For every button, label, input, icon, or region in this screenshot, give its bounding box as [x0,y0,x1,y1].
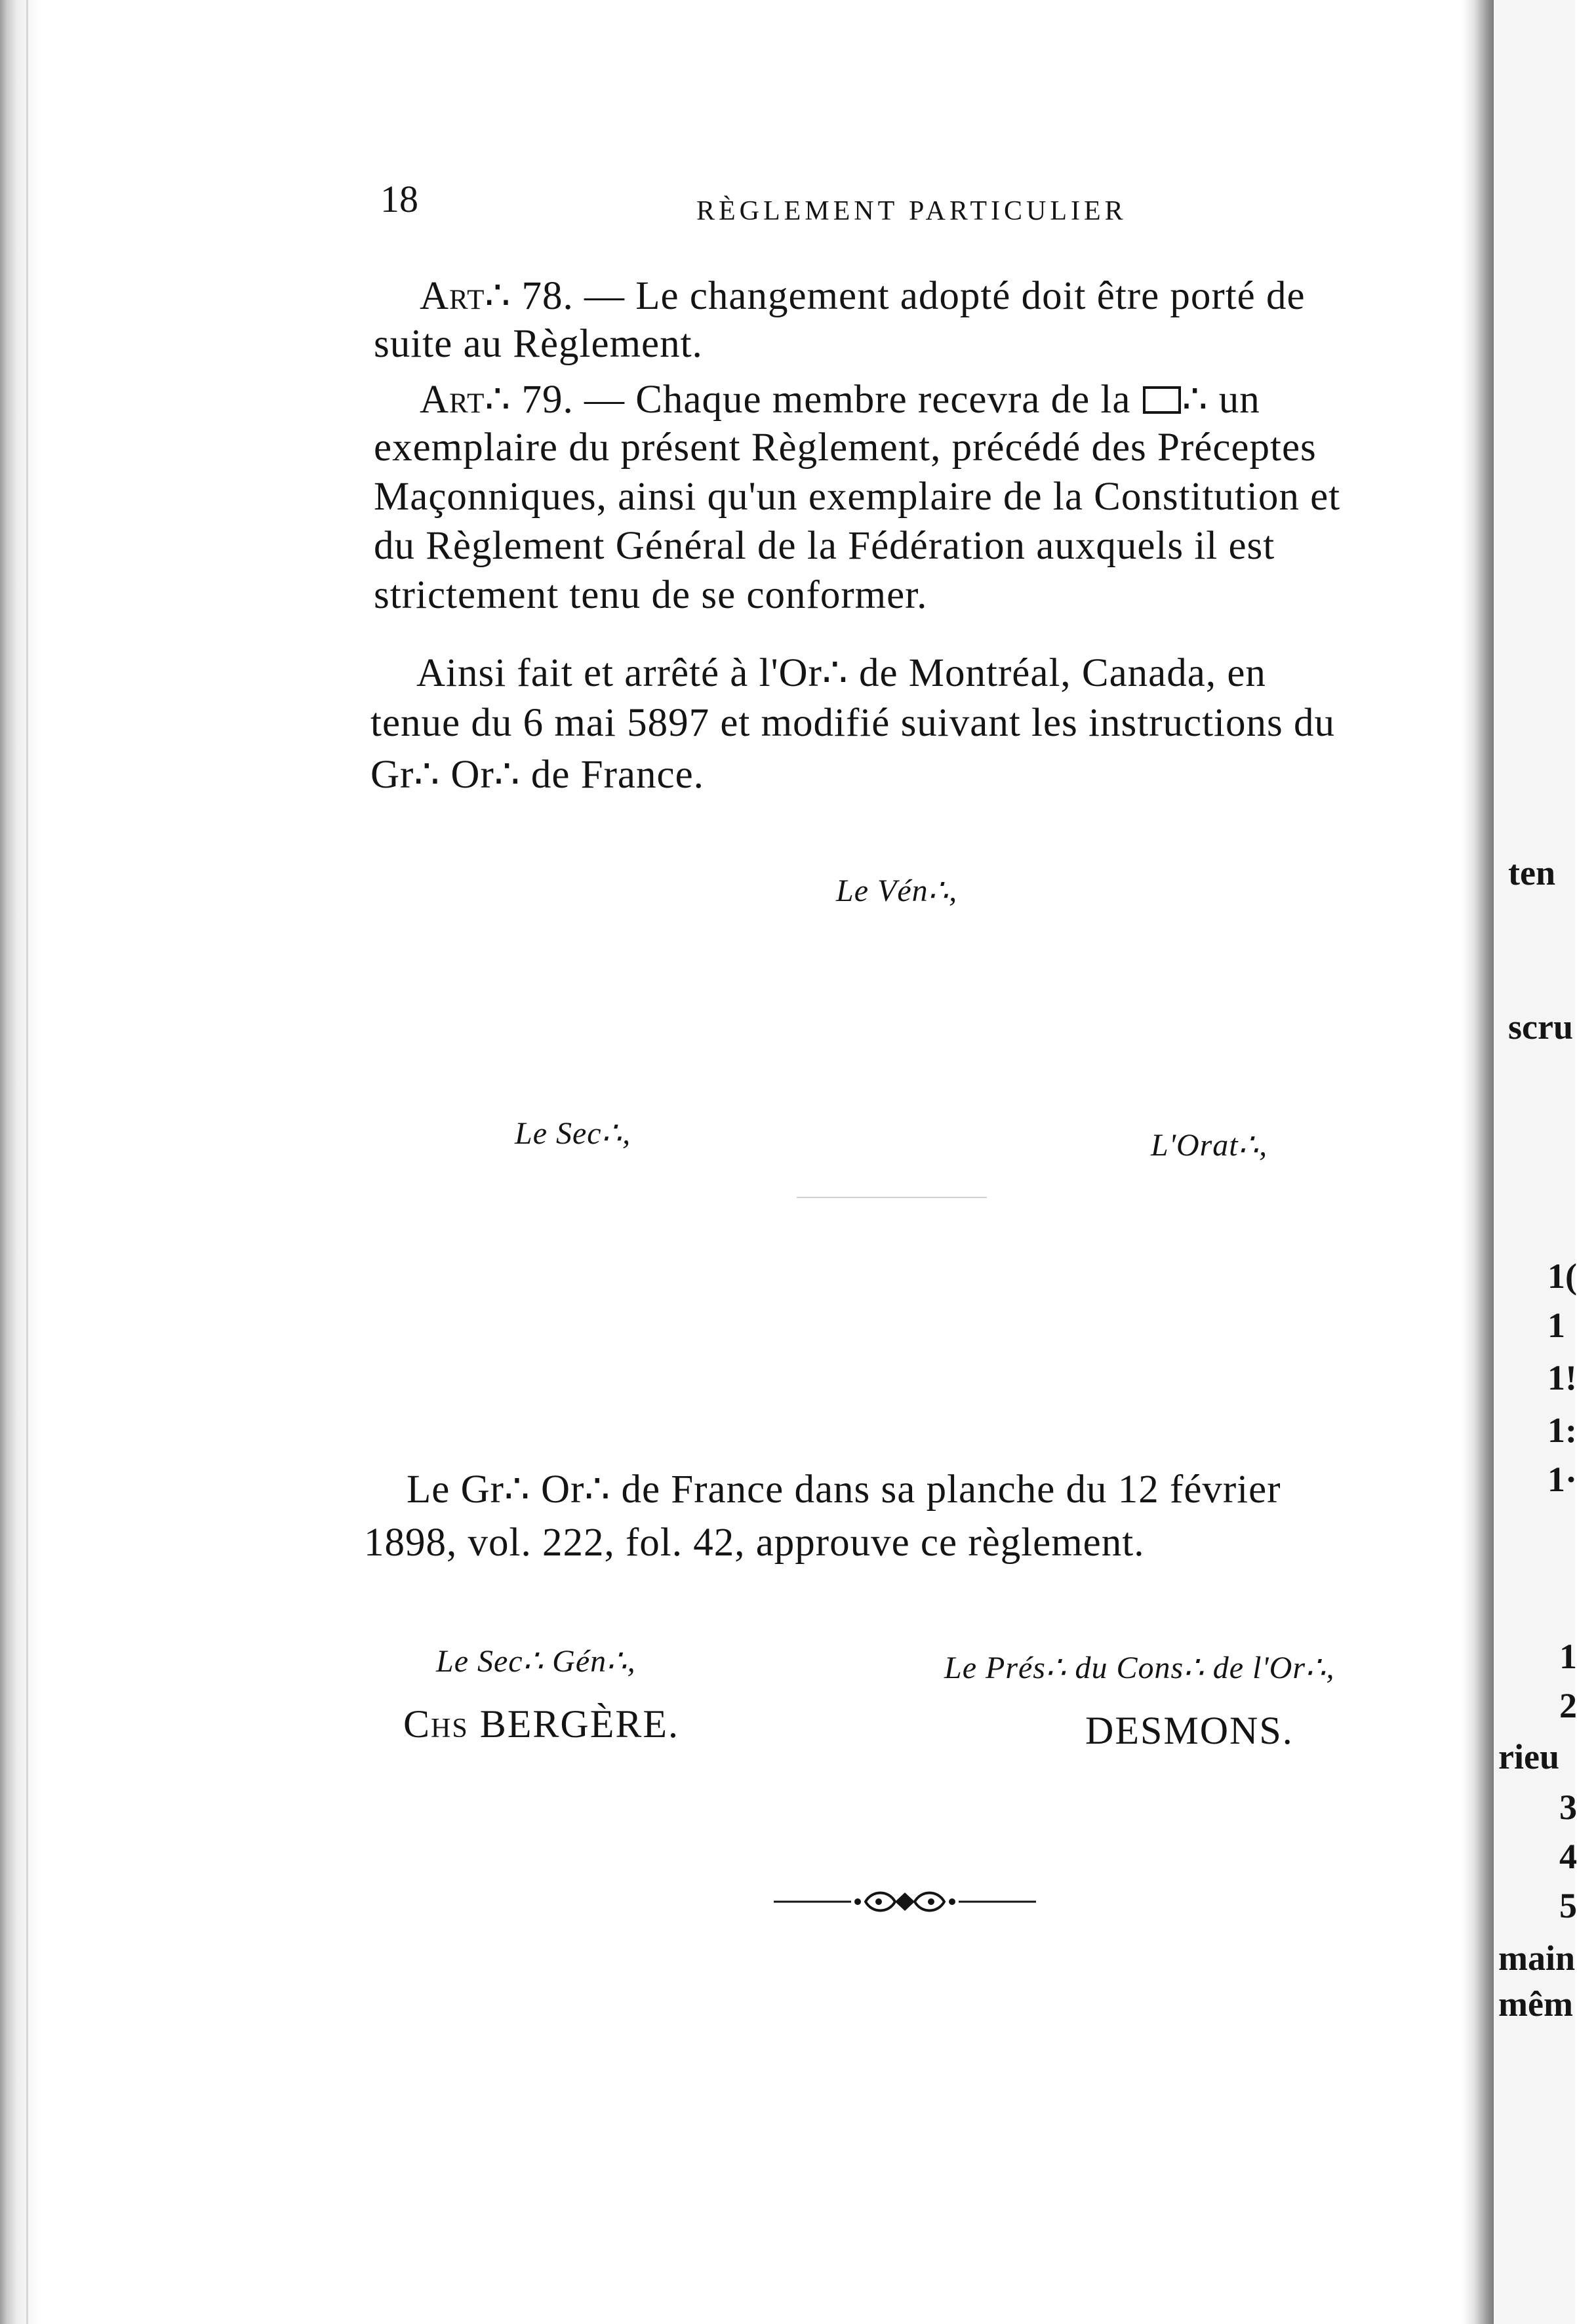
facing-fragment: 1! [1547,1358,1577,1397]
scan-left-edge [0,0,41,2324]
signature-orator: L'Orat∴, [1151,1128,1268,1163]
faint-separator [797,1197,987,1198]
facing-fragment: 1( [1547,1256,1577,1296]
facing-fragment: mêm [1498,1984,1573,2024]
facing-fragment: scru [1508,1007,1573,1047]
article-78-line-2: suite au Règlement. [374,322,703,366]
facing-fragment: 1: [1547,1411,1577,1450]
lodge-square-icon [1143,386,1181,414]
facing-fragment: 1 [1559,1637,1577,1676]
closing-line-2: tenue du 6 mai 5897 et modifié suivant les instructions du [370,701,1335,745]
closing-line-3: Gr∴ Or∴ de France. [370,753,704,797]
article-79-label: Art∴ [420,378,511,422]
article-79-line-4: du Règlement Général de la Fédération auxquels il est [374,524,1275,568]
signature-general-secretary-title: Le Sec∴ Gén∴, [436,1644,636,1679]
scan-gutter-shadow [1462,0,1494,2324]
facing-fragment: 2 [1559,1686,1577,1725]
facing-fragment: main [1498,1938,1576,1978]
approval-line-1: Le Gr∴ Or∴ de France dans sa planche du 12 février [407,1468,1281,1512]
article-79-line-2: exemplaire du présent Règlement, précédé des Préceptes [374,426,1317,470]
signature-venerable: Le Vén∴, [836,873,958,908]
scan-binding-line [26,0,28,2324]
ornament-icon [774,1887,1036,1916]
page-number: 18 [380,178,418,220]
facing-fragment: ten [1508,853,1555,892]
article-79-line-5: strictement tenu de se conformer. [374,573,928,617]
article-78-label: Art∴ [420,274,511,318]
closing-line-1: Ainsi fait et arrêté à l'Or∴ de Montréal, Canada, en [416,651,1266,695]
facing-fragment: 3 [1559,1788,1577,1827]
facing-fragment: 1 [1547,1306,1565,1345]
facing-fragment: 5 [1559,1886,1577,1925]
article-79-line-1: Art∴ 79. — Chaque membre recevra de la ∴ un [420,378,1260,422]
facing-fragment: 4 [1559,1837,1577,1876]
signature-desmons: DESMONS. [1085,1709,1294,1752]
article-78-line-1: Art∴ 78. — Le changement adopté doit être porté de [420,274,1306,318]
signature-bergere: Chs BERGÈRE. [403,1702,680,1746]
facing-fragment: 1· [1547,1460,1577,1499]
signature-president-title: Le Prés∴ du Cons∴ de l'Or∴, [944,1651,1335,1685]
article-79-line-3: Maçonniques, ainsi qu'un exemplaire de la Constitution et [374,475,1341,519]
running-head: RÈGLEMENT PARTICULIER [696,196,1127,226]
facing-fragment: rieu [1498,1737,1559,1776]
approval-line-2: 1898, vol. 222, fol. 42, approuve ce règlement. [364,1521,1145,1565]
signature-secretary: Le Sec∴, [515,1116,631,1151]
